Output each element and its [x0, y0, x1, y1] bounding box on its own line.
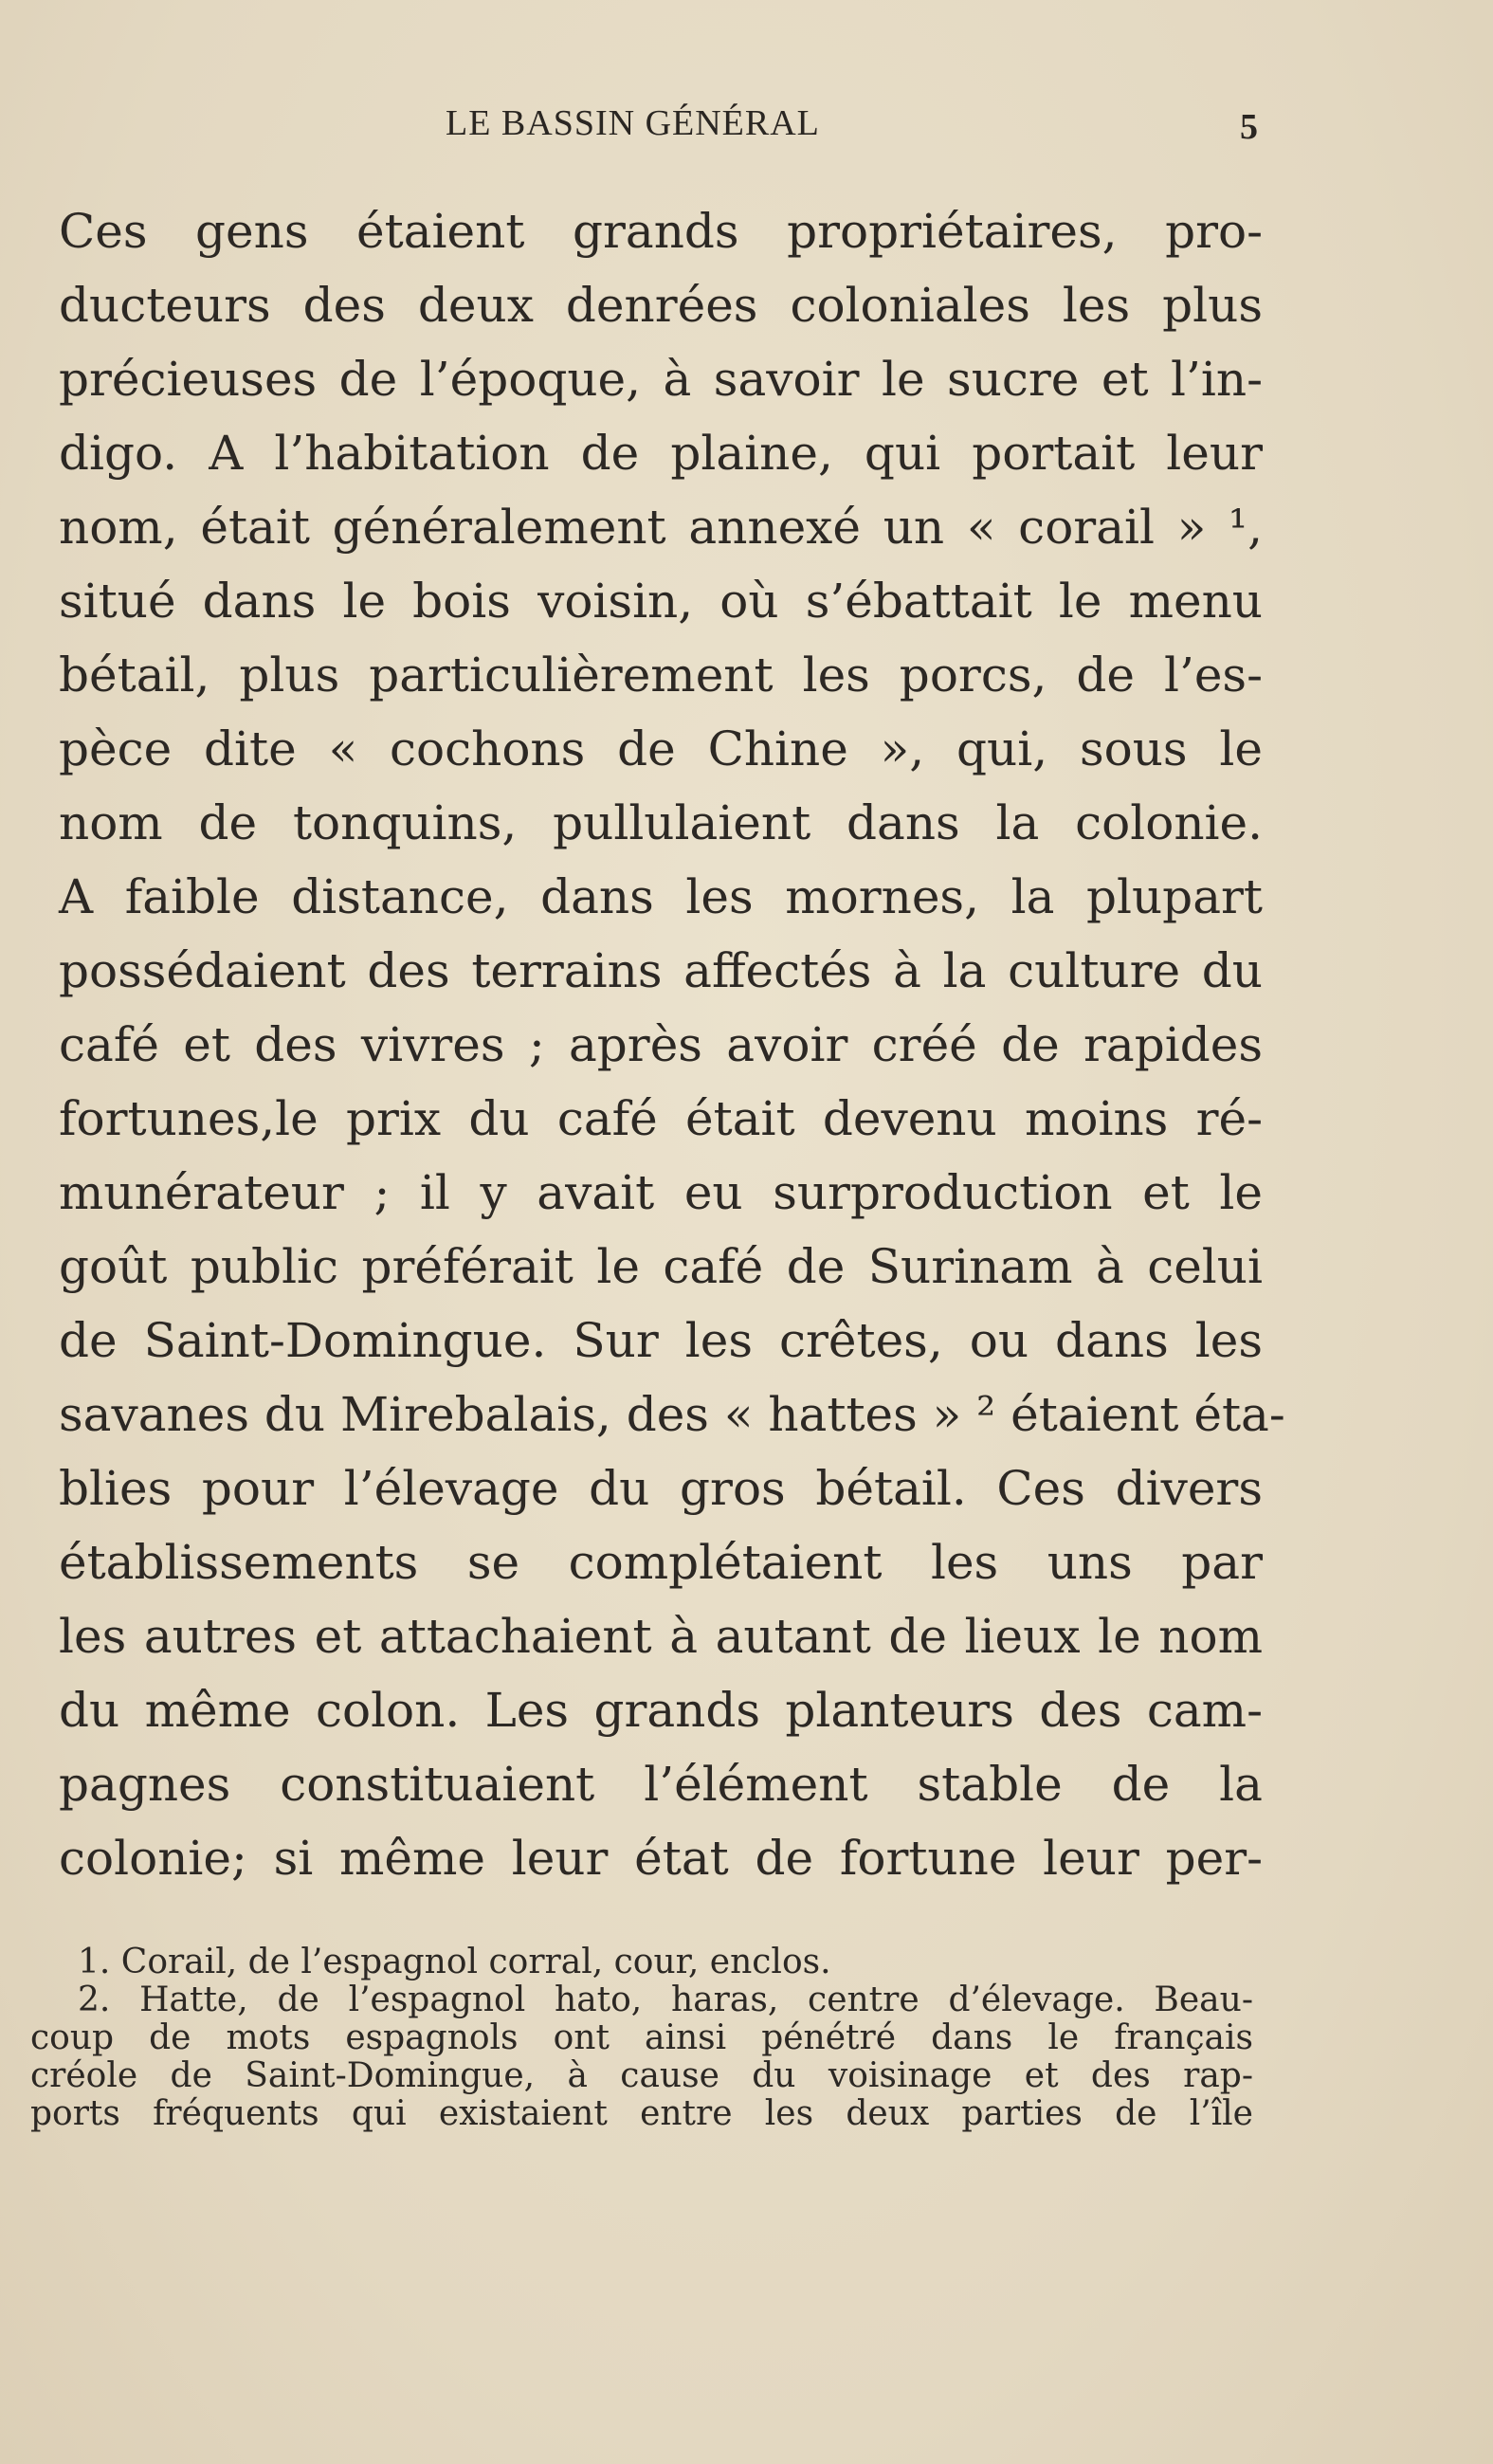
body-line: pagnes constituaient l’élément stable de la — [59, 1757, 1263, 1812]
body-line: établissements se complétaient les uns par — [59, 1535, 1263, 1590]
footnote-2-continuation: coup de mots espagnols ont ainsi pénétré dans le français — [30, 2018, 1253, 2057]
body-line: de Saint-Domingue. Sur les crêtes, ou dans les — [59, 1313, 1263, 1368]
body-line: colonie; si même leur état de fortune leur per- — [59, 1831, 1263, 1886]
body-line: goût public préférait le café de Surinam à celui — [59, 1239, 1263, 1294]
body-line: situé dans le bois voisin, où s’ébattait le menu — [59, 574, 1263, 629]
footnote-2-continuation: créole de Saint-Domingue, à cause du voisinage et des rap- — [30, 2056, 1253, 2095]
footnotes — [30, 1944, 1253, 2133]
body-line: A faible distance, dans les mornes, la plupart — [59, 869, 1263, 924]
body-line: du même colon. Les grands planteurs des cam- — [59, 1683, 1263, 1738]
running-title: LE BASSIN GÉNÉRAL — [446, 103, 820, 143]
body-line: savanes du Mirebalais, des « hattes » ² étaient éta- — [59, 1387, 1285, 1442]
body-line: bétail, plus particulièrement les porcs, de l’es- — [59, 648, 1263, 703]
body-paragraph — [59, 194, 1285, 1895]
body-line: blies pour l’élevage du gros bétail. Ces divers — [59, 1461, 1263, 1516]
body-line: Ces gens étaient grands propriétaires, pro- — [59, 204, 1263, 259]
page-number: 5 — [1240, 107, 1258, 147]
body-line: nom de tonquins, pullulaient dans la colonie. — [59, 795, 1263, 850]
body-line: café et des vivres ; après avoir créé de rapides — [59, 1017, 1263, 1072]
body-line: munérateur ; il y avait eu surproduction et le — [59, 1165, 1263, 1220]
footnote-2-continuation: ports fréquents qui existaient entre les deux parties de l’île — [30, 2094, 1253, 2133]
body-line: les autres et attachaient à autant de lieux le nom — [59, 1609, 1263, 1664]
body-line: pèce dite « cochons de Chine », qui, sous le — [59, 721, 1263, 776]
body-line: nom, était généralement annexé un « corail » ¹, — [59, 500, 1263, 555]
body-line: ducteurs des deux denrées coloniales les plus — [59, 278, 1263, 333]
body-line: fortunes,le prix du café était devenu moins ré- — [59, 1091, 1263, 1146]
footnote-1: 1. Corail, de l’espagnol corral, cour, enclos. — [78, 1943, 831, 1981]
body-line: précieuses de l’époque, à savoir le sucre et l’in- — [59, 352, 1263, 407]
body-line: possédaient des terrains affectés à la culture du — [59, 943, 1263, 998]
footnote-2: 2. Hatte, de l’espagnol hato, haras, centre d’élevage. Beau- — [78, 1980, 1253, 2019]
body-line: digo. A l’habitation de plaine, qui portait leur — [59, 426, 1263, 481]
